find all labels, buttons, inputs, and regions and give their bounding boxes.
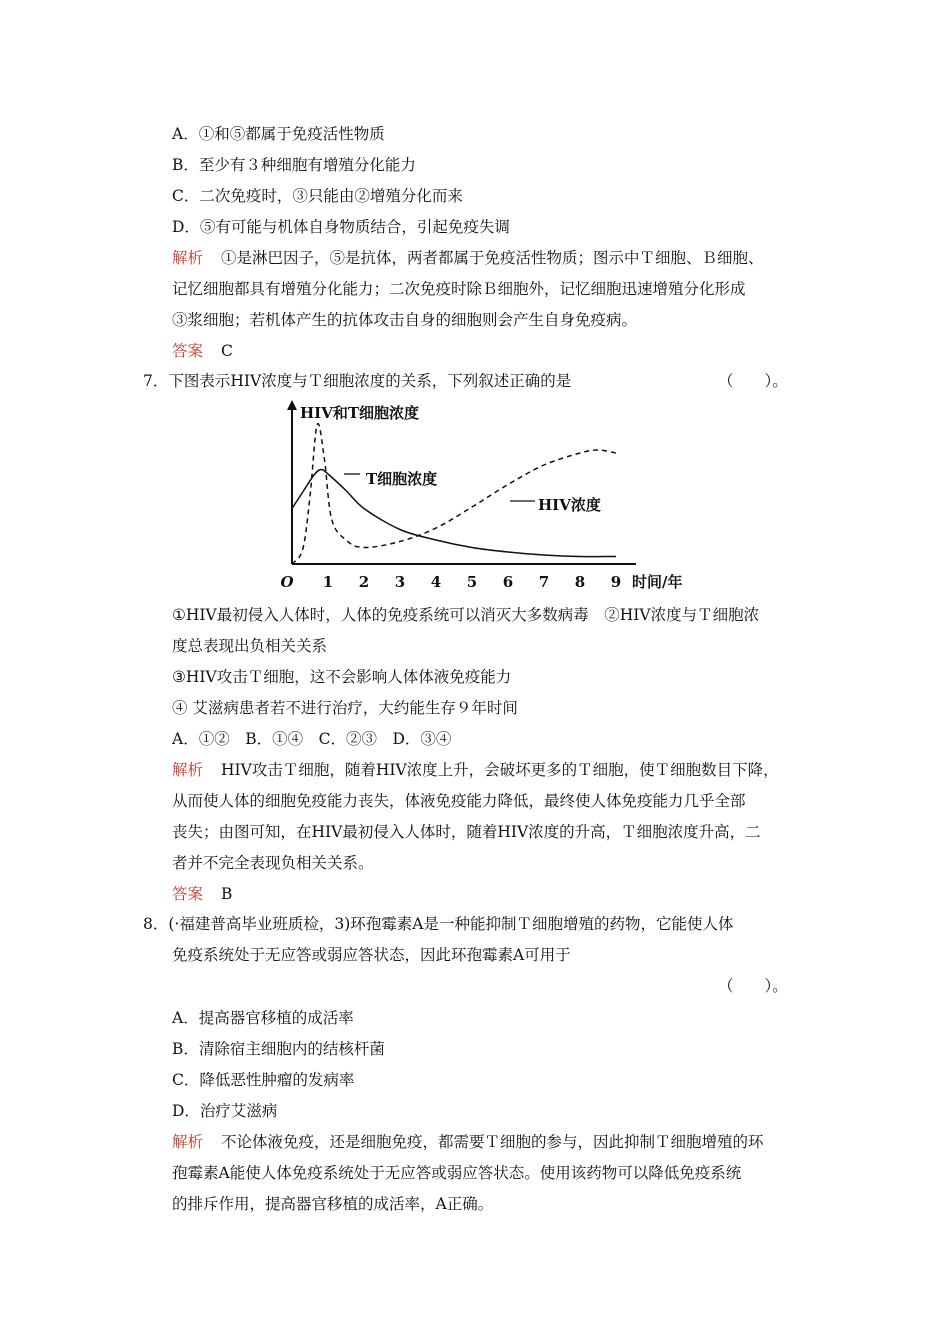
x-axis-label: 时间/年	[632, 573, 683, 591]
y-axis-arrow	[287, 400, 297, 410]
x-tick-label: 3	[394, 573, 406, 591]
q6-answer-value: C	[221, 342, 233, 360]
q8-analysis-line-3: 的排斥作用，提高器官移植的成活率，A正确。	[172, 1195, 494, 1213]
q7-statement-1: ①HIV最初侵入人体时，人体的免疫系统可以消灭大多数病毒 ②HIV浓度与Ｔ细胞浓	[172, 606, 760, 624]
q7-bracket: （ ）。	[718, 372, 788, 390]
q8-bracket: （ ）。	[718, 977, 788, 995]
hiv-series-label: HIV浓度	[538, 496, 601, 514]
q8-analysis-line-1	[172, 1132, 764, 1152]
q7-analysis-line-3: 丧失；由图可知，在HIV最初侵入人体时，随着HIV浓度的升高，Ｔ细胞浓度升高，二	[172, 823, 761, 841]
q7-answer-label: 答案	[172, 885, 204, 903]
q6-analysis-line-3: ③浆细胞；若机体产生的抗体攻击自身的细胞则会产生自身免疫病。	[172, 311, 638, 329]
q6-option-c: C．二次免疫时，③只能由②增殖分化而来	[172, 187, 463, 205]
x-tick-label: 7	[538, 573, 550, 591]
q7-answer-value: B	[221, 885, 233, 903]
q6-option-a: A．①和⑤都属于免疫活性物质	[172, 125, 385, 143]
q7-statement-4: ④ 艾滋病患者若不进行治疗，大约能生存９年时间	[172, 699, 518, 717]
x-tick-label: 1	[322, 573, 334, 591]
q7-analysis-label: 解析	[172, 761, 204, 779]
q6-answer-line	[172, 341, 233, 361]
q7-analysis-line-1	[172, 760, 779, 780]
hiv-series-line	[292, 424, 616, 564]
q6-option-d: D．⑤有可能与机体自身物质结合，引起免疫失调	[172, 218, 510, 236]
axes	[287, 400, 636, 564]
q7-stem: 7．下图表示HIV浓度与Ｔ细胞浓度的关系，下列叙述正确的是	[143, 372, 572, 390]
x-tick-labels	[323, 573, 621, 591]
y-axis-label: HIV和T细胞浓度	[300, 404, 419, 422]
q7-statement-3: ③HIV攻击Ｔ细胞，这不会影响人体体液免疫能力	[172, 668, 512, 686]
q8-analysis-text-1: 不论体液免疫，还是细胞免疫，都需要Ｔ细胞的参与，因此抑制Ｔ细胞增殖的环	[221, 1133, 764, 1151]
q6-analysis-line-2: 记忆细胞都具有增殖分化能力；二次免疫时除Ｂ细胞外，记忆细胞迅速增殖分化形成	[172, 280, 746, 298]
x-tick-label: 6	[502, 573, 514, 591]
q8-stem-line-2: 免疫系统处于无应答或弱应答状态，因此环孢霉素A可用于	[172, 946, 571, 964]
q6-analysis-line-1	[172, 248, 764, 268]
x-tick-label: 8	[574, 573, 586, 591]
t-cell-series-label: T细胞浓度	[366, 470, 438, 488]
q6-answer-label: 答案	[172, 342, 204, 360]
q6-analysis-label: 解析	[172, 249, 204, 267]
x-tick-label: 9	[610, 573, 622, 591]
q7-options: A．①② B．①④ C．②③ D．③④	[172, 730, 452, 748]
q7-statement-1-cont: 度总表现出负相关关系	[172, 637, 328, 655]
q8-option-c: C．降低恶性肿瘤的发病率	[172, 1071, 355, 1089]
q7-analysis-text-1: HIV攻击Ｔ细胞，随着HIV浓度上升，会破坏更多的Ｔ细胞，使Ｔ细胞数目下降，	[221, 761, 779, 779]
q8-stem-line-1: 8．(·福建普高毕业班质检，3)环孢霉素A是一种能抑制Ｔ细胞增殖的药物，它能使人体	[143, 915, 734, 933]
origin-label: O	[280, 573, 294, 591]
q8-option-d: D．治疗艾滋病	[172, 1102, 278, 1120]
hiv-t-cell-chart	[270, 398, 710, 598]
q8-option-b: B．清除宿主细胞内的结核杆菌	[172, 1040, 385, 1058]
x-tick-label: 4	[430, 573, 442, 591]
q8-analysis-line-2: 孢霉素A能使人体免疫系统处于无应答或弱应答状态。使用该药物可以降低免疫系统	[172, 1164, 742, 1182]
q8-analysis-label: 解析	[172, 1133, 204, 1151]
q7-answer-line	[172, 884, 232, 904]
q8-option-a: A．提高器官移植的成活率	[172, 1009, 354, 1027]
x-tick-label: 5	[466, 573, 478, 591]
x-tick-label: 2	[358, 573, 370, 591]
q6-option-b: B．至少有３种细胞有增殖分化能力	[172, 156, 416, 174]
q7-analysis-line-4: 者并不完全表现负相关关系。	[172, 854, 374, 872]
q6-analysis-text-1: ①是淋巴因子，⑤是抗体，两者都属于免疫活性物质；图示中Ｔ细胞、Ｂ细胞、	[221, 249, 764, 267]
q7-analysis-line-2: 从而使人体的细胞免疫能力丧失，体液免疫能力降低，最终使人体免疫能力几乎全部	[172, 792, 746, 810]
